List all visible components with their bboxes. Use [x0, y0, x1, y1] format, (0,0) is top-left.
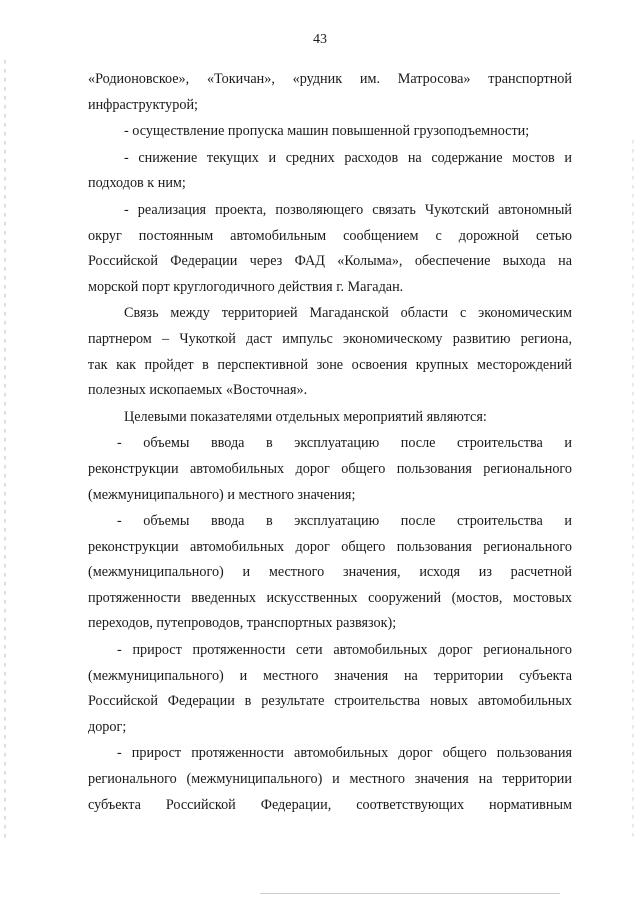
- text-line: протяженности введенных искусственных сооружений (мостов, мостовых: [88, 589, 572, 606]
- text-line: - прирост протяженности автомобильных дорог общего пользования: [117, 745, 572, 762]
- text-line: партнером – Чукоткой даст импульс экономическому развитию региона,: [88, 330, 572, 347]
- text-line: Связь между территорией Магаданской области с экономическим: [124, 305, 572, 322]
- paragraph-target-indicators: [88, 405, 572, 431]
- paragraph-heavy-vehicles: [88, 119, 572, 145]
- text-line: Российской Федерации через ФАД «Колыма», обеспечение выхода на: [88, 253, 572, 270]
- paragraph-chukotka-project: [88, 198, 572, 300]
- paragraph-economic-link: [88, 301, 572, 403]
- text-line: так как пройдет в перспективной зоне освоения крупных месторождений: [88, 356, 572, 373]
- paragraph-infrastructure: [88, 67, 572, 118]
- text-line: субъекта Российской Федерации, соответствующих нормативным: [88, 796, 572, 813]
- text-line: - объемы ввода в эксплуатацию после строительства и: [117, 435, 572, 452]
- paragraph-indicator-1: [88, 431, 572, 508]
- text-line: Целевыми показателями отдельных мероприятий являются:: [124, 408, 487, 425]
- text-line: полезных ископаемых «Восточная».: [88, 382, 308, 399]
- text-line: округ постоянным автомобильным сообщением с дорожной сетью: [88, 227, 572, 244]
- paragraph-cost-reduction: [88, 146, 572, 197]
- text-line: (межмуниципального) и местного значения, исходя из расчетной: [88, 564, 572, 581]
- text-line: подходов к ним;: [88, 175, 186, 192]
- document-body: [88, 67, 572, 818]
- text-line: переходов, путепроводов, транспортных развязок);: [88, 615, 397, 632]
- page-number: 43: [313, 32, 327, 47]
- text-line: (межмуниципального) и местного значения;: [88, 486, 356, 503]
- scan-margin-noise: [4, 60, 6, 840]
- text-line: регионального (межмуниципального) и местного значения на территории: [88, 771, 572, 788]
- text-line: - осуществление пропуска машин повышенной грузоподъемности;: [124, 123, 530, 140]
- text-line: Российской Федерации в результате строительства новых автомобильных: [88, 693, 572, 710]
- text-line: дорог;: [88, 718, 127, 735]
- paragraph-indicator-4: [88, 741, 572, 818]
- paragraph-indicator-3: [88, 638, 572, 740]
- text-line: реконструкции автомобильных дорог общего пользования регионального: [88, 460, 572, 477]
- text-line: - реализация проекта, позволяющего связать Чукотский автономный: [124, 201, 572, 218]
- text-line: - прирост протяженности сети автомобильных дорог регионального: [117, 642, 572, 659]
- scan-margin-noise-right: [632, 140, 634, 840]
- text-line: - объемы ввода в эксплуатацию после строительства и: [117, 513, 572, 530]
- paragraph-indicator-2: [88, 509, 572, 637]
- scan-bottom-rule: [260, 893, 560, 894]
- text-line: морской порт круглогодичного действия г. Магадан.: [88, 278, 404, 295]
- text-line: инфраструктурой;: [88, 96, 198, 113]
- text-line: - снижение текущих и средних расходов на содержание мостов и: [124, 149, 572, 166]
- text-line: «Родионовское», «Токичан», «рудник им. Матросова» транспортной: [88, 71, 572, 87]
- text-line: (межмуниципального) и местного значения на территории субъекта: [88, 667, 572, 684]
- text-line: реконструкции автомобильных дорог общего пользования регионального: [88, 538, 572, 555]
